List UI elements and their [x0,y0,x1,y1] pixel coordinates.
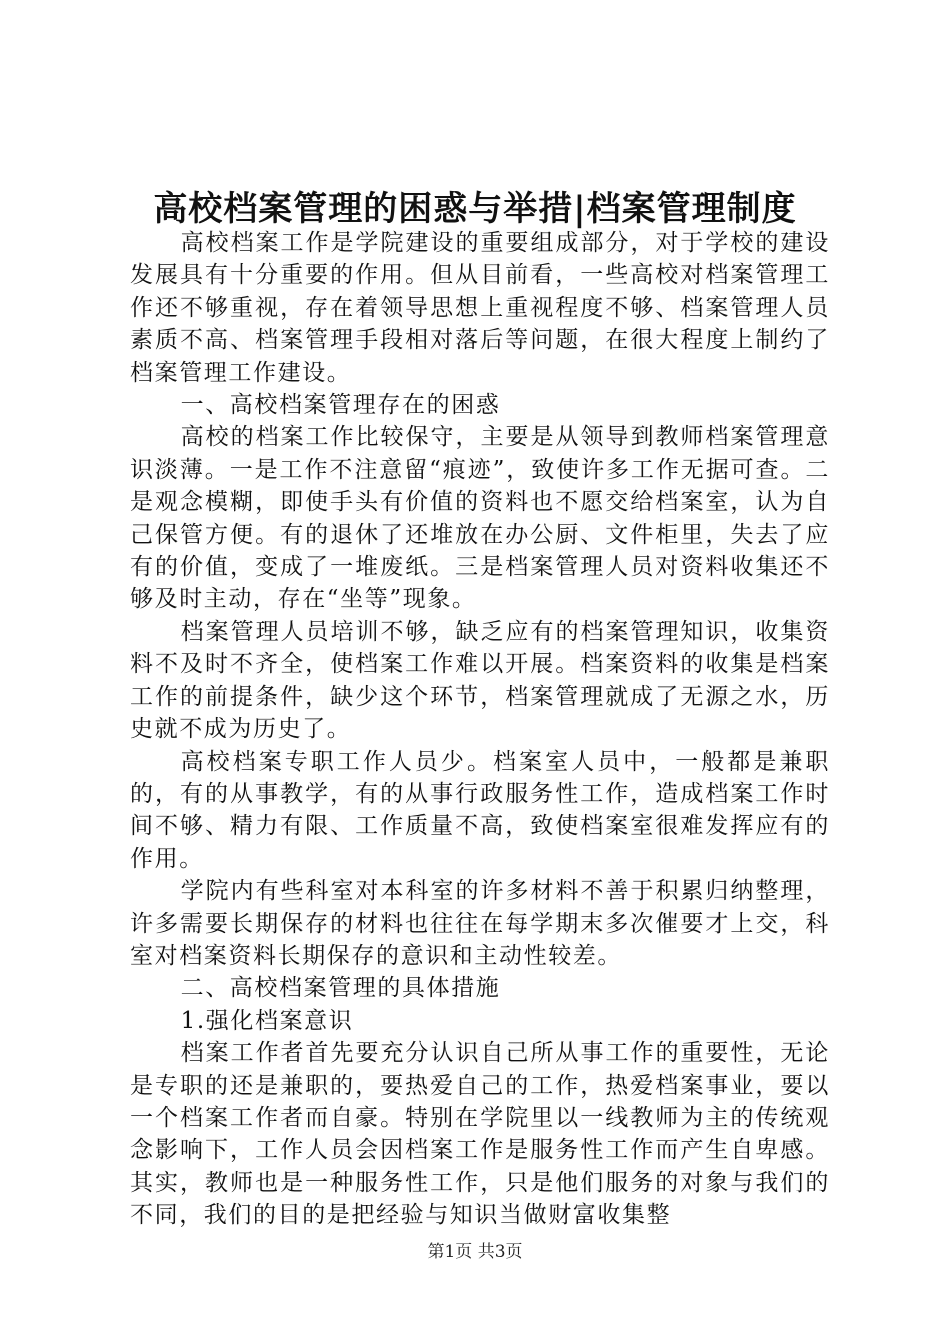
paragraph-measures: 档案工作者首先要充分认识自己所从事工作的重要性，无论是专职的还是兼职的，要热爱自己的工作，热爱档案事业，要以一个档案工作者而自豪。特别在学院里以一线教师为主的传统观念影响下，工作人员会因档案工作是服务性工作而产生自卑感。其实，教师也是一种服务性工作，只是他们服务的对象与我们的不同，我们的目的是把经验与知识当做财富收集整 [130,1040,830,1229]
subsection-heading-1: 1.强化档案意识 [180,1007,354,1034]
paragraph-staffing: 高校档案专职工作人员少。档案室人员中，一般都是兼职的，有的从事教学，有的从事行政服务性工作，造成档案工作时间不够、精力有限、工作质量不高，致使档案室很难发挥应有的作用。 [130,748,830,872]
paragraph-awareness: 高校的档案工作比较保守，主要是从领导到教师档案管理意识淡薄。一是工作不注意留“痕迹”，致使许多工作无据可查。二是观念模糊，即使手头有价值的资料也不愿交给档案室，认为自己保管方便。有的退休了还堆放在办公厨、文件柜里，失去了应有的价值，变成了一堆废纸。三是档案管理人员对资料收集还不够及时主动，存在“坐等”现象。 [130,424,830,613]
document-title: 高校档案管理的困惑与举措|档案管理制度 [153,189,797,229]
document-body [130,227,830,1232]
section-heading-2: 二、高校档案管理的具体措施 [180,975,501,1002]
paragraph-departments: 学院内有些科室对本科室的许多材料不善于积累归纳整理，许多需要长期保存的材料也往往在每学期末多次催要才上交，科室对档案资料长期保存的意识和主动性较差。 [130,878,830,969]
page-footer: 第1页 共3页 [427,1242,523,1262]
paragraph-intro: 高校档案工作是学院建设的重要组成部分，对于学校的建设发展具有十分重要的作用。但从目前看，一些高校对档案管理工作还不够重视，存在着领导思想上重视程度不够、档案管理人员素质不高、档案管理手段相对落后等问题，在很大程度上制约了档案管理工作建设。 [130,230,830,386]
paragraph-training: 档案管理人员培训不够，缺乏应有的档案管理知识，收集资料不及时不齐全，使档案工作难以开展。档案资料的收集是档案工作的前提条件，缺少这个环节，档案管理就成了无源之水，历史就不成为历史了。 [130,618,830,743]
section-heading-1: 一、高校档案管理存在的困惑 [180,392,501,419]
